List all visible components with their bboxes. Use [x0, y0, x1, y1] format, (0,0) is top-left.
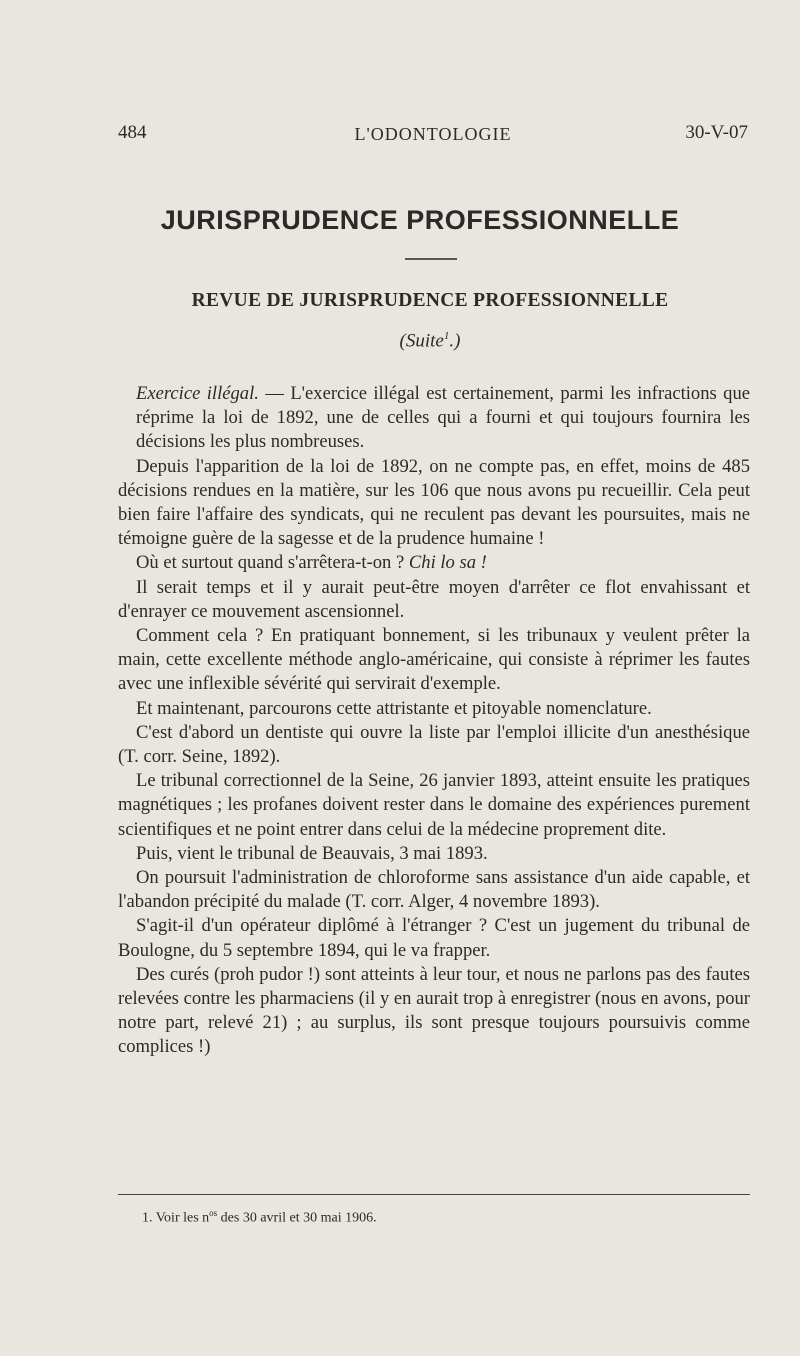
footnote [142, 1208, 742, 1227]
paragraph-italic: Chi lo sa ! [408, 552, 487, 574]
paragraph: Le tribunal correctionnel de la Seine, 26 janvier 1893, atteint ensuite les pratiques magnétiques ; les profanes doivent rester dans le domaine des expériences purement scientifiques et ne point entrer dans celui de la médecine proprement dite. [118, 770, 750, 840]
paragraph [118, 551, 750, 575]
footnote-divider [118, 1194, 750, 1195]
paragraph: Comment cela ? En pratiquant bonnement, si les tribunaux y veulent prêter la main, cette excellente méthode anglo-américaine, qui consiste à réprimer les fautes avec une inflexible sévérité qui servirait d'exemple. [118, 625, 750, 695]
footnote-text: 1. Voir les n [142, 1210, 210, 1226]
paragraph: On poursuit l'administration de chloroforme sans assistance d'un aide capable, et l'abandon précipité du malade (T. corr. Alger, 4 novembre 1893). [118, 867, 750, 913]
paragraph: Depuis l'apparition de la loi de 1892, on ne compte pas, en effet, moins de 485 décisions rendues en la matière, sur les 106 que nous avons pu recueillir. Cela peut bien faire l'affaire des syndicats, qui ne reculent pas devant les poursuites, mais ne témoigne guère de la sagesse et de la prudence humaine ! [118, 455, 750, 550]
issue-date: 30-V-07 [685, 122, 748, 143]
paragraph: S'agit-il d'un opérateur diplômé à l'étranger ? C'est un jugement du tribunal de Boulogne, du 5 septembre 1894, qui le va frapper. [118, 915, 750, 961]
page-number: 484 [118, 122, 147, 143]
article-title: REVUE DE JURISPRUDENCE PROFESSIONNELLE [191, 290, 669, 311]
running-header [118, 122, 748, 152]
footnote-ref: 1 [443, 330, 450, 342]
paragraph-text: Où et surtout quand s'arrêtera-t-on ? [136, 552, 409, 574]
paragraph: Il serait temps et il y aurait peut-être moyen d'arrêter ce flot envahissant et d'enrayer ce mouvement ascensionnel. [118, 576, 750, 622]
paragraph-lead: Exercice illégal. [136, 383, 259, 404]
footnote-text-end: des 30 avril et 30 mai 1906. [217, 1210, 377, 1226]
journal-title: L'ODONTOLOGIE [354, 124, 512, 144]
footnote-sup: os [209, 1208, 218, 1218]
paragraph: Et maintenant, parcourons cette attristante et pitoyable nomenclature. [136, 697, 652, 719]
article-body [118, 382, 750, 1060]
paragraph: Des curés (proh pudor !) sont atteints à leur tour, et nous ne parlons pas des fautes relevées contre les pharmaciens (il y en aurait trop à enregistrer (nous en avons, pour notre part, relevé 21) ; au surplus, ils sont presque toujours poursuivis comme complices !) [118, 963, 750, 1058]
suite-label: (Suite [399, 330, 444, 352]
title-divider [405, 258, 457, 260]
suite-close: .) [449, 330, 461, 352]
paragraph: Puis, vient le tribunal de Beauvais, 3 mai 1893. [136, 842, 488, 864]
paragraph-text: — L'exercice illégal est certainement, parmi les infractions que réprime la loi de 1892, une de celles qui a fourni et qui toujours fournira les décisions les plus nombreuses. [136, 383, 750, 453]
paragraph [118, 382, 750, 455]
paragraph: C'est d'abord un dentiste qui ouvre la liste par l'emploi illicite d'un anesthésique (T. corr. Seine, 1892). [118, 721, 750, 768]
continuation-note [100, 330, 760, 352]
section-title: JURISPRUDENCE PROFESSIONNELLE [160, 205, 680, 235]
